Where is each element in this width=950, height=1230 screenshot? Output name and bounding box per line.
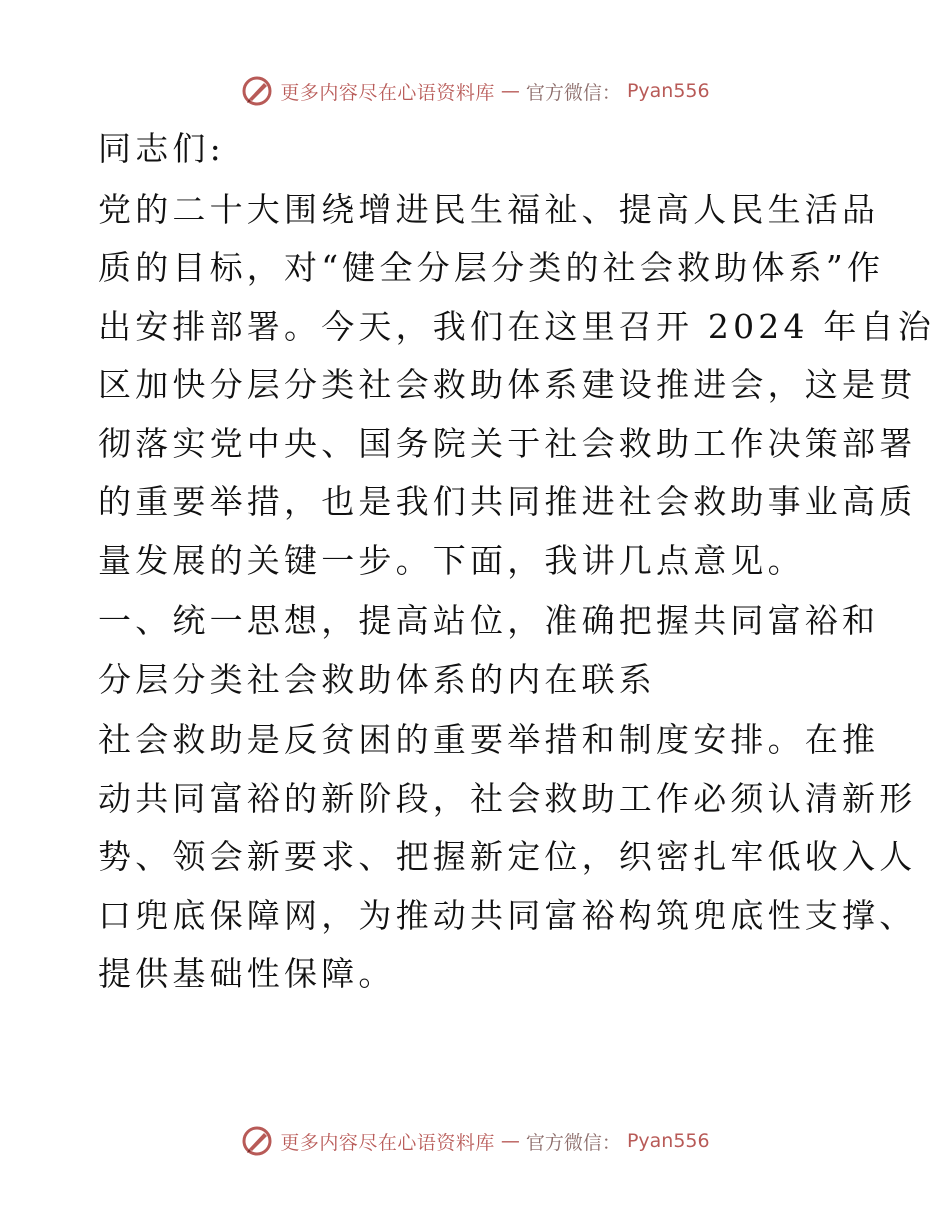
watermark-text: 更多内容尽在心语资料库 bbox=[280, 81, 495, 104]
pen-logo-icon bbox=[240, 74, 274, 108]
paragraph-line: 提供基础性保障。 bbox=[98, 954, 396, 993]
paragraph-line: 的重要举措，也是我们共同推进社会救助事业高质 bbox=[98, 482, 917, 521]
paragraph-line: 口兜底保障网，为推动共同富裕构筑兜底性支撑、 bbox=[98, 895, 917, 935]
paragraph-line: 彻落实党中央、国务院关于社会救助工作决策部署 bbox=[98, 423, 917, 463]
paragraph-line: 出安排部署。今天，我们在这里召开 2024 年自治 bbox=[98, 306, 935, 346]
paragraph-line: 量发展的关键一步。下面，我讲几点意见。 bbox=[98, 540, 805, 580]
greeting: 同志们: bbox=[98, 129, 225, 168]
watermark-label: 官方微信： bbox=[525, 81, 621, 104]
watermark-wechat-id: Pyan556 bbox=[626, 80, 710, 102]
document-body bbox=[98, 120, 935, 1006]
paragraph-1 bbox=[98, 181, 935, 591]
paragraph-line: 势、领会新要求、把握新定位，织密扎牢低收入人 bbox=[98, 837, 917, 876]
paragraph-line: 社会救助是反贫困的重要举措和制度安排。在推 bbox=[98, 720, 880, 759]
paragraph-2 bbox=[98, 711, 917, 1004]
watermark-dash: — bbox=[500, 80, 520, 102]
section-heading bbox=[98, 592, 880, 709]
paragraph-line: 质的目标，对“健全分层分类的社会救助体系”作 bbox=[98, 248, 885, 287]
pen-logo-icon bbox=[240, 1124, 274, 1158]
watermark-wechat-id: Pyan556 bbox=[626, 1130, 710, 1152]
heading-line: 分层分类社会救助体系的内在联系 bbox=[98, 659, 656, 699]
paragraph-line: 区加快分层分类社会救助体系建设推进会，这是贯 bbox=[98, 365, 917, 404]
footer-watermark bbox=[0, 1124, 950, 1158]
watermark-dash: — bbox=[500, 1130, 520, 1152]
watermark-text: 更多内容尽在心语资料库 bbox=[280, 1131, 495, 1154]
paragraph-line: 党的二十大围绕增进民生福祉、提高人民生活品 bbox=[98, 189, 880, 229]
header-watermark bbox=[0, 74, 950, 108]
paragraph-line: 动共同富裕的新阶段，社会救助工作必须认清新形 bbox=[98, 778, 917, 818]
heading-line: 一、统一思想，提高站位，准确把握共同富裕和 bbox=[98, 601, 880, 640]
watermark-label: 官方微信： bbox=[525, 1131, 621, 1154]
